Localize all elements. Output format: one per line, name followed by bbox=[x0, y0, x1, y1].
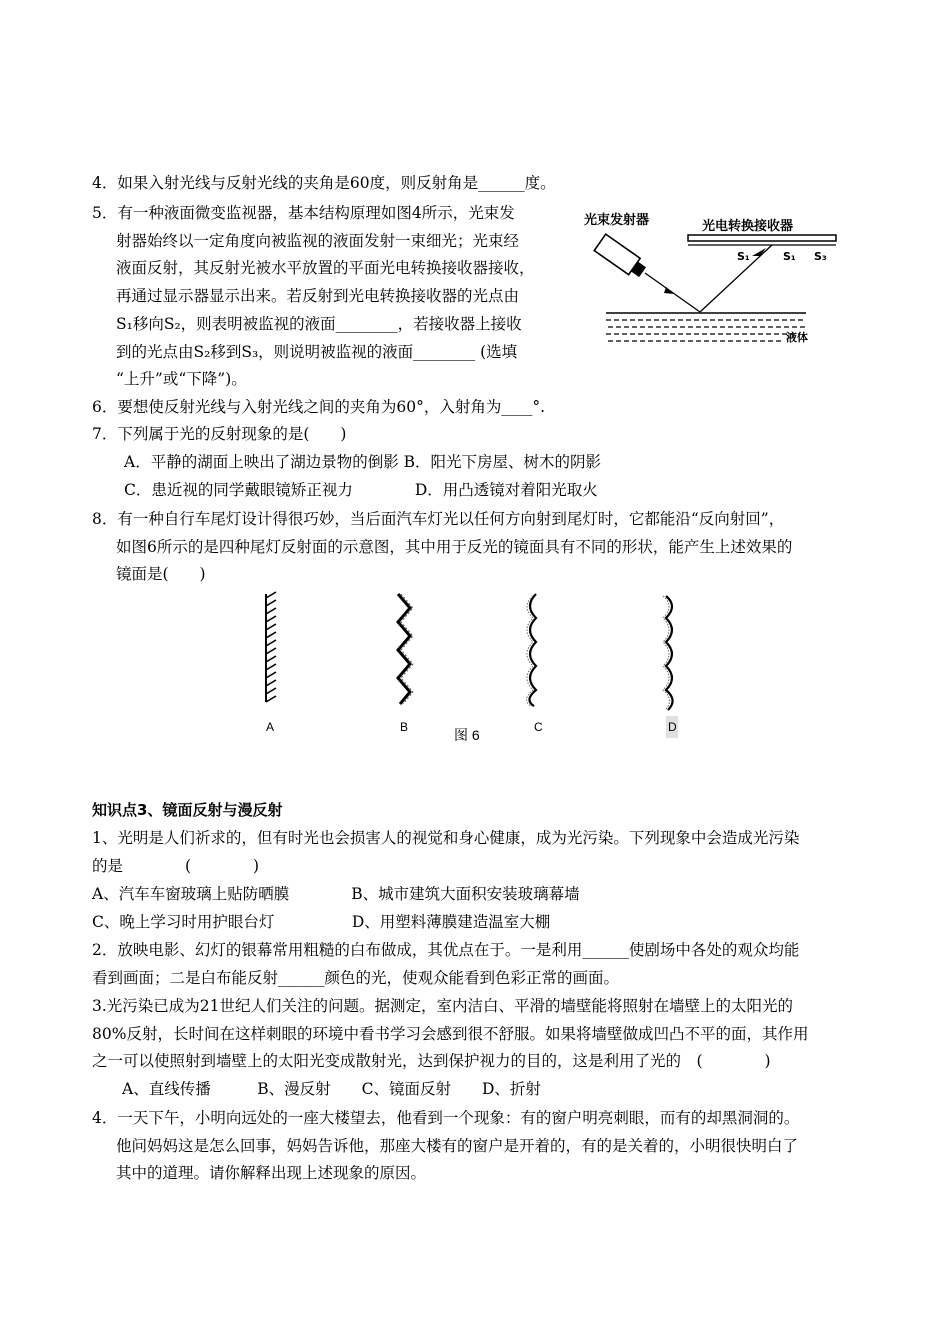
section-3-q1-line-1: 1、光明是人们祈求的，但有时光也会损害人的视觉和身心健康，成为光污染。下列现象中会造成光污染 bbox=[92, 829, 800, 847]
figure-6-label-c: C bbox=[534, 720, 543, 734]
mirror-a-flat bbox=[266, 592, 276, 702]
question-7-options-cd: C．患近视的同学戴眼镜矫正视力 D．用凸透镜对着阳光取火 bbox=[124, 481, 598, 499]
figure-6-diagram bbox=[250, 588, 700, 748]
figure-6-label-b: B bbox=[400, 720, 409, 734]
s1-label: S₁ bbox=[737, 250, 750, 263]
reflected-ray bbox=[700, 245, 772, 312]
liquid-body bbox=[606, 320, 806, 341]
section-3-q2-line-2: 看到画面；二是白布能反射______颜色的光，使观众能看到色彩正常的画面。 bbox=[92, 969, 620, 987]
question-5-line-2: 射器始终以一定角度向被监视的液面发射一束细光；光束经 bbox=[116, 232, 520, 250]
section-3-q4-line-3: 其中的道理。请你解释出现上述现象的原因。 bbox=[116, 1164, 427, 1182]
section-3-q3-line-1: 3.光污染已成为21世纪人们关注的问题。据测定，室内洁白、平滑的墙壁能将照射在墙壁上的太阳光的 bbox=[92, 997, 794, 1015]
question-5-line-1: 5．有一种液面微变监视器，基本结构原理如图4所示，光束发 bbox=[92, 204, 515, 222]
mirror-c-concave bbox=[529, 594, 536, 706]
figure-4-diagram bbox=[570, 200, 840, 360]
question-6: 6．要想使反射光线与入射光线之间的夹角为60°，入射角为____°. bbox=[92, 398, 546, 416]
incident-ray bbox=[645, 273, 700, 312]
section-3-q3-line-2: 80%反射，长时间在这样刺眼的环境中看书学习会感到很不舒服。如果将墙壁做成凹凸不平的面，其作用 bbox=[92, 1025, 809, 1043]
section-3-q4-line-2: 他问妈妈这是怎么回事，妈妈告诉他，那座大楼有的窗户是开着的，有的是关着的，小明很快明白了 bbox=[116, 1137, 799, 1155]
liquid-label: 液体 bbox=[786, 331, 808, 344]
section-3-q3-line-3: 之一可以使照射到墙壁上的太阳光变成散射光，达到保护视力的目的，这是利用了光的 ( ) bbox=[92, 1052, 771, 1070]
question-7-options-ab: A．平静的湖面上映出了湖边景物的倒影 B．阳光下房屋、树木的阴影 bbox=[124, 453, 602, 471]
emitter-label: 光束发射器 bbox=[584, 213, 650, 228]
question-5-line-3: 液面反射，其反射光被水平放置的平面光电转换接收器接收， bbox=[116, 259, 535, 277]
section-3-q4-line-1: 4．一天下午，小明向远处的一座大楼望去，他看到一个现象：有的窗户明亮刺眼，而有的却黑洞洞的。 bbox=[92, 1109, 800, 1127]
s2-label: S₁ bbox=[783, 250, 796, 263]
question-4: 4．如果入射光线与反射光线的夹角是60度，则反射角是______度。 bbox=[92, 174, 556, 192]
receiver-plate bbox=[688, 235, 836, 241]
section-3-q3-options: A、直线传播 B、漫反射 C、镜面反射 D、折射 bbox=[122, 1080, 541, 1098]
s3-label: S₃ bbox=[814, 250, 827, 263]
figure-6-label-a: A bbox=[266, 720, 275, 734]
question-5-line-7: “上升”或“下降”)。 bbox=[116, 370, 247, 388]
question-8-line-3: 镜面是( ) bbox=[116, 565, 206, 583]
question-5-line-4: 再通过显示器显示出来。若反射到光电转换接收器的光点由 bbox=[116, 287, 520, 305]
figure-6-label-d: D bbox=[668, 720, 677, 734]
question-5-line-5: S₁移向S₂，则表明被监视的液面________，若接收器上接收 bbox=[116, 315, 522, 333]
receiver-label: 光电转换接收器 bbox=[702, 219, 794, 234]
question-5-line-6: 到的光点由S₂移到S₃，则说明被监视的液面________ (选填 bbox=[116, 343, 518, 361]
section-3-q1-options-cd: C、晚上学习时用护眼台灯 D、用塑料薄膜建造温室大棚 bbox=[92, 913, 551, 931]
section-3-q1-line-2: 的是 ( ) bbox=[92, 857, 260, 875]
section-3-q1-options-ab: A、汽车车窗玻璃上贴防晒膜 B、城市建筑大面积安装玻璃幕墙 bbox=[92, 885, 580, 903]
figure-6-caption: 图 6 bbox=[454, 727, 480, 743]
mirror-b-zigzag bbox=[398, 594, 410, 704]
question-8-line-2: 如图6所示的是四种尾灯反射面的示意图，其中用于反光的镜面具有不同的形状，能产生上述效果的 bbox=[116, 538, 793, 556]
question-8-line-1: 8．有一种自行车尾灯设计得很巧妙，当后面汽车灯光以任何方向射到尾灯时，它都能沿“反向射回”， bbox=[92, 510, 785, 528]
section-3-heading: 知识点3、镜面反射与漫反射 bbox=[92, 801, 283, 819]
light-emitter-icon bbox=[594, 234, 648, 280]
question-7-stem: 7．下列属于光的反射现象的是( ) bbox=[92, 425, 347, 443]
section-3-q2-line-1: 2．放映电影、幻灯的银幕常用粗糙的白布做成，其优点在于。一是利用______使剧场中各处的观众均能 bbox=[92, 941, 800, 959]
